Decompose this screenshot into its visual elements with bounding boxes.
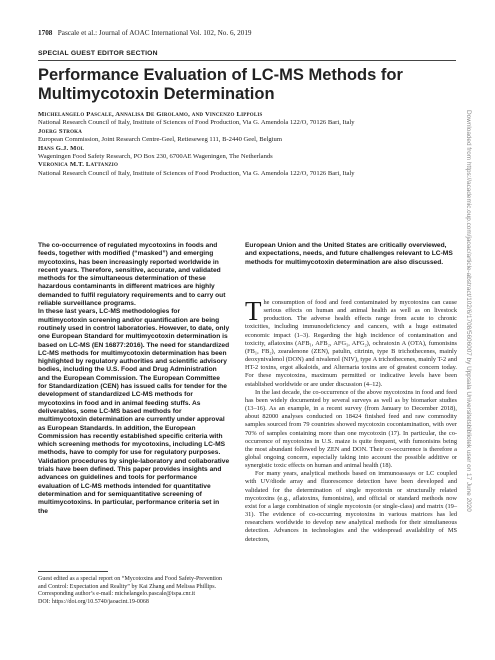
section-label: SPECIAL GUEST EDITOR SECTION	[38, 50, 158, 57]
footnote-email: Corresponding author’s e-mail: michelangelo.pascale@ispa.cnr.it	[38, 591, 196, 598]
author-names-2: Joerg Stroka	[38, 127, 83, 135]
abstract-left-column	[38, 242, 230, 516]
download-watermark	[460, 110, 474, 640]
abstract-paragraph-1: The co-occurrence of regulated mycotoxins in foods and feeds, together with modified (“masked”) and emerging mycotoxins, has been increasingly reported worldwide in recent years. Therefore, sensitive, accurate, and validated methods for the simultaneous determination of these hazardous contaminants in different matrices are highly demanded to fulfil regulatory requirements and to carry out reliable surveillance programs.	[38, 242, 226, 308]
abstract-paragraph-2: In these last years, LC-MS methodologies for multimycotoxin screening and/or quantification are being routinely used in control laboratories. However, to date, only one European Standard for multimycotoxin determination is based on LC-MS (EN 16877:2016). The need for standardized LC-MS methods for multimycotoxin determination has been highlighted by regulatory authorities and scientific advisory bodies, including the U.S. Food and Drug Administration and the European Commission. The European Committee for Standardization (CEN) has issued calls for tender for the development of standardized LC-MS methods for mycotoxins in food and in animal feeding stuffs. As deliverables, some LC-MS based methods for multimycotoxin determination are currently under approval as European Standards. In addition, the European Commission has recently established specific criteria with which screening methods for mycotoxins, including LC-MS methods, have to comply for use for regulatory purposes. Validation procedures by single-laboratory and collaborative trials have been defined. This paper provides insights and advances on guidelines and tools for performance evaluation of LC-MS methods intended for quantitative determination and for semiquantitative screening of multimycotoxins. In particular, performance criteria set in the	[38, 308, 230, 515]
watermark-text: Downloaded from https://academic.oup.com/jaoac/article-abstract/102/6/1708/5606007 by Uppsala Universitetsbibliotek user on 17 June 2020	[465, 110, 472, 512]
footnote-rule	[38, 571, 108, 572]
author-affiliation-1: National Research Council of Italy, Institute of Sciences of Food Production, Via G. Amendola 122/O, 70126 Bari, Italy	[38, 119, 355, 127]
title-line-1: Performance Evaluation of LC-MS Methods for	[38, 66, 403, 84]
footnotes	[38, 576, 230, 606]
title-line-2: Multimycotoxin Determination	[38, 85, 275, 103]
body-paragraph-2: In the last decade, the co-occurrence of the above mycotoxins in food and feed has been widely documented by several surveys as well as by biomarker studies (13–16). As an example, in a recent survey (from January to December 2018), about 82000 analyses conducted on 18424 finished feed and raw commodity samples sourced from 79 countries showed mycotoxin cocontamination, with over 70% of samples containing more than one mycotoxin (17). In particular, the co-occurrence of mycotoxins in U.S. maize is quite frequent, with fumonisins being the most abundant followed by ZEN and DON. Their co-occurrence is therefore a global ongoing concern, especially taking into account the possible additive or synergistic toxic effects on human and animal health (18).	[245, 388, 457, 470]
abstract-right-column: European Union and the United States are critically overviewed, and expectations, needs, and future challenges relevant to LC-MS methods for multimycotoxin determination are also discussed.	[245, 242, 453, 266]
section-rule	[38, 60, 456, 61]
author-names-1: Michelangelo Pascale, Annalisa De Girolamo, and Vincenzo Lippolis	[38, 111, 263, 118]
footnote-guest-edited: Guest edited as a special report on “Mycotoxins and Food Safety-Prevention and Control: Expectation and Reality” by Kai Zhang and Melissa Phillips.	[38, 576, 222, 590]
author-affiliation-4: National Research Council of Italy, Institute of Sciences of Food Production, Via G. Amendola 122/O, 70126 Bari, Italy	[38, 169, 355, 177]
author-affiliation-2: European Commission, Joint Research Centre-Geel, Retieseweg 111, B-2440 Geel, Belgium	[38, 136, 282, 144]
page-number: 1708	[38, 29, 53, 37]
body-paragraph-1-text: he consumption of food and feed contaminated by mycotoxins can cause serious effects on human and animal health as well as on livestock production. The adverse health effects range from acute to chronic toxicities, including immunodeficiency and cancers, with a huge estimated economic impact (1–3). Regarding the high incidence of contamination and toxicity, aflatoxins (AFB₁, AFB₂, AFG₁, AFG₂), ochratoxin A (OTA), fumonisins (FB₁, FB₂), zearalenone (ZEN), patulin, citrinin, type B trichothecenes, mainly deoxynivalenol (DON) and nivalenol (NIV), type A trichothecenes, mainly T-2 and HT-2 toxins, ergot alkaloids, and Alternaria toxins are of greatest concern today. For these mycotoxins, maximum permitted or indicative levels have been established worldwide or are under discussion (4–12).	[245, 299, 457, 388]
article-title	[38, 66, 458, 104]
body-paragraph-1	[245, 296, 457, 389]
author-affiliation-3: Wageningen Food Safety Research, PO Box 230, 6700AE Wageningen, The Netherlands	[38, 153, 273, 161]
author-names-4: Veronica M.T. Lattanzio	[38, 161, 119, 169]
body-paragraph-3: For many years, analytical methods based on immunoassays or LC coupled with UV/diode array and fluorescence detection have been developed and validated for the determination of single mycotoxin or structurally related mycotoxins (e.g., aflatoxins, fumonisins), and official or standard methods now exist for a large combination of single mycotoxin (or single-class) and matrix (19–31). The evidence of co-occurring mycotoxins in various matrices has led researchers worldwide to develop new analytical methods for their simultaneous detection. Advances in technologies and the widespread availability of MS detectors,	[245, 470, 457, 543]
drop-cap: T	[245, 296, 262, 326]
footnote-doi: DOI: https://doi.org/10.5740/jaoacint.19-0068	[38, 598, 149, 605]
body-text	[245, 296, 457, 544]
author-names-3: Hans G.J. Mol	[38, 144, 85, 152]
running-title: Pascale et al.: Journal of AOAC International Vol. 102, No. 6, 2019	[57, 29, 252, 37]
running-header	[38, 29, 252, 37]
author-block	[38, 111, 468, 178]
